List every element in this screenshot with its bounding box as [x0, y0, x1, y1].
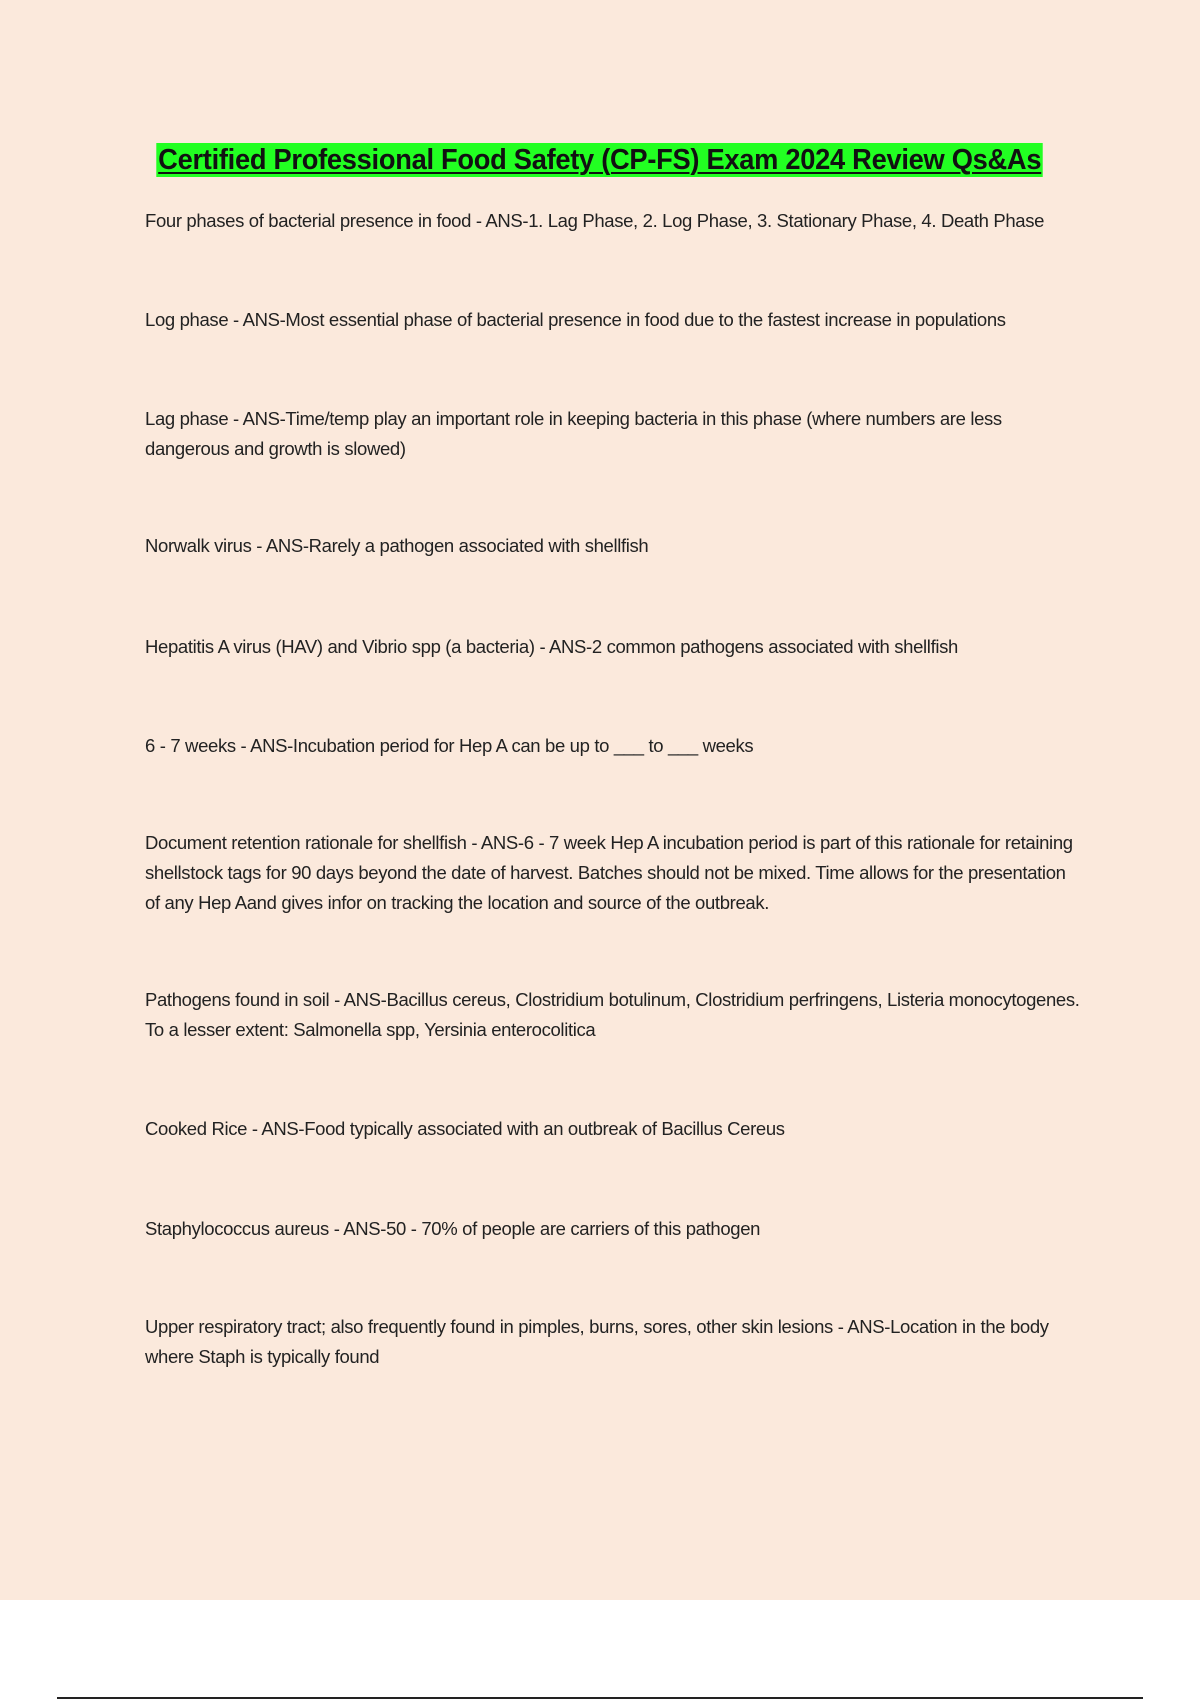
document-title: Certified Professional Food Safety (CP-FS) Exam 2024 Review Qs&As: [158, 144, 1042, 176]
qa-item: Pathogens found in soil - ANS-Bacillus cereus, Clostridium botulinum, Clostridium perfringens, Listeria monocytogenes. To a lesser extent: Salmonella spp, Yersinia enterocolitica: [145, 989, 1080, 1040]
qa-item: Norwalk virus - ANS-Rarely a pathogen associated with shellfish: [145, 535, 649, 556]
qa-item: Lag phase - ANS-Time/temp play an important role in keeping bacteria in this phase (where numbers are less dangerous and growth is slowed): [145, 408, 1002, 459]
title-container: [0, 143, 1200, 177]
qa-item: 6 - 7 weeks - ANS-Incubation period for Hep A can be up to ___ to ___ weeks: [145, 735, 754, 756]
qa-item: Document retention rationale for shellfish - ANS-6 - 7 week Hep A incubation period is part of this rationale for retaining shellstock tags for 90 days beyond the date of harvest. Batches should not be mixed. Time allows for the presentation of any Hep Aand gives infor on tracking the location and source of the outbreak.: [145, 832, 1073, 913]
footer-rule: [57, 1697, 1143, 1699]
qa-item: Cooked Rice - ANS-Food typically associated with an outbreak of Bacillus Cereus: [145, 1118, 785, 1139]
qa-item: Upper respiratory tract; also frequently found in pimples, burns, sores, other skin lesions - ANS-Location in the body where Staph is typically found: [145, 1316, 1049, 1367]
qa-item: Four phases of bacterial presence in food - ANS-1. Lag Phase, 2. Log Phase, 3. Stationary Phase, 4. Death Phase: [145, 210, 1045, 231]
qa-item: Log phase - ANS-Most essential phase of bacterial presence in food due to the fastest increase in populations: [145, 309, 1006, 330]
qa-item: Hepatitis A virus (HAV) and Vibrio spp (a bacteria) - ANS-2 common pathogens associated with shellfish: [145, 636, 958, 657]
qa-item: Staphylococcus aureus - ANS-50 - 70% of people are carriers of this pathogen: [145, 1218, 761, 1239]
